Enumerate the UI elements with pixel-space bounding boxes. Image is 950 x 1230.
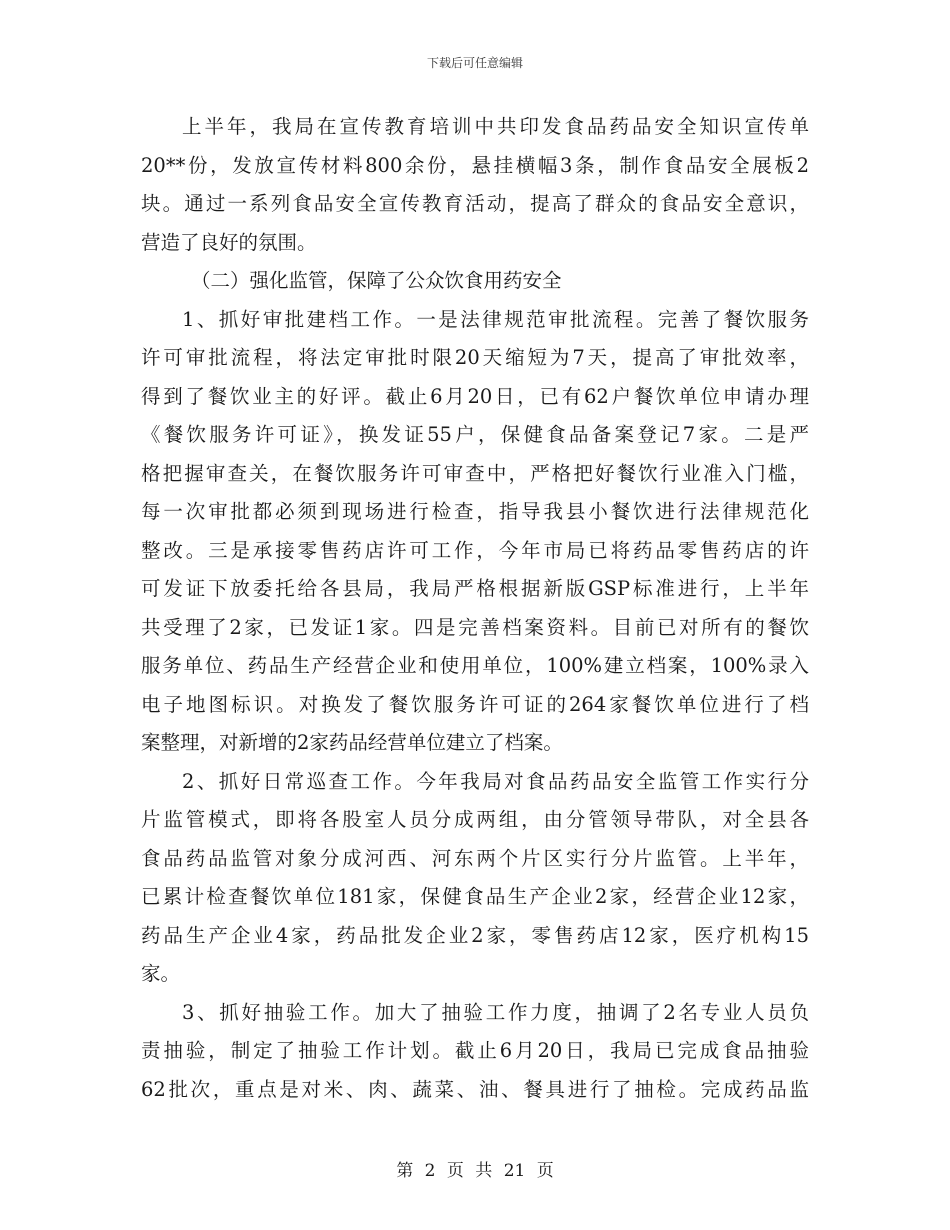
paragraph-line: 可发证下放委托给各县局，我局严格根据新版GSP标准进行，上半年 <box>141 577 809 600</box>
document-body <box>141 108 809 1109</box>
paragraph-line: 电子地图标识。对换发了餐饮服务许可证的264家餐饮单位进行了档 <box>141 692 809 716</box>
paragraph-line: 《餐饮服务许可证》，换发证55户，保健食品备案登记7家。二是严 <box>141 423 809 446</box>
paragraph-line: 得到了餐饮业主的好评。截止6月20日，已有62户餐饮单位申请办理 <box>141 384 809 408</box>
paragraph-line: 62批次，重点是对米、肉、蔬菜、油、餐具进行了抽检。完成药品监 <box>141 1077 809 1101</box>
paragraph-line: 食品药品监管对象分成河西、河东两个片区实行分片监管。上半年， <box>141 846 809 870</box>
paragraph-line: 3、抓好抽验工作。加大了抽验工作力度，抽调了2名专业人员负 <box>182 1000 809 1024</box>
page-number: 第 2 页 共 21 页 <box>396 1161 554 1181</box>
paragraph-line: 营造了良好的氛围。 <box>141 230 317 254</box>
paragraph-line: 案整理，对新增的2家药品经营单位建立了档案。 <box>141 731 563 754</box>
paragraph-line: 上半年，我局在宣传教育培训中共印发食品药品安全知识宣传单 <box>182 115 809 138</box>
paragraph-line: 片监管模式，即将各股室人员分成两组，由分管领导带队，对全县各 <box>141 808 809 831</box>
paragraph-line: 格把握审查关，在餐饮服务许可审查中，严格把好餐饮行业准入门槛， <box>141 461 809 485</box>
paragraph-line: 整改。三是承接零售药店许可工作，今年市局已将药品零售药店的许 <box>141 538 809 562</box>
page-header-note: 下载后可任意编辑 <box>426 56 523 70</box>
paragraph-line: 责抽验，制定了抽验工作计划。截止6月20日，我局已完成食品抽验 <box>141 1039 809 1062</box>
paragraph-line: 块。通过一系列食品安全宣传教育活动，提高了群众的食品安全意识， <box>141 192 809 215</box>
paragraph-line: 许可审批流程，将法定审批时限20天缩短为7天，提高了审批效率， <box>141 346 809 369</box>
paragraph-line: 药品生产企业4家，药品批发企业2家，零售药店12家，医疗机构15 <box>141 923 809 947</box>
paragraph-line: 1、抓好审批建档工作。一是法律规范审批流程。完善了餐饮服务 <box>182 307 809 331</box>
paragraph-line: 20**份，发放宣传材料800余份，悬挂横幅3条，制作食品安全展板2 <box>141 153 809 177</box>
paragraph-line: 家。 <box>141 962 181 985</box>
paragraph-line: 服务单位、药品生产经营企业和使用单位，100%建立档案，100%录入 <box>141 654 809 677</box>
paragraph-line: 每一次审批都必须到现场进行检查，指导我县小餐饮进行法律规范化 <box>141 500 809 523</box>
paragraph-line: 2、抓好日常巡查工作。今年我局对食品药品安全监管工作实行分 <box>182 769 809 793</box>
section-heading: （二）强化监管，保障了公众饮食用药安全 <box>191 269 562 292</box>
paragraph-line: 共受理了2家，已发证1家。四是完善档案资料。目前已对所有的餐饮 <box>141 615 809 639</box>
paragraph-line: 已累计检查餐饮单位181家，保健食品生产企业2家，经营企业12家， <box>141 885 809 908</box>
